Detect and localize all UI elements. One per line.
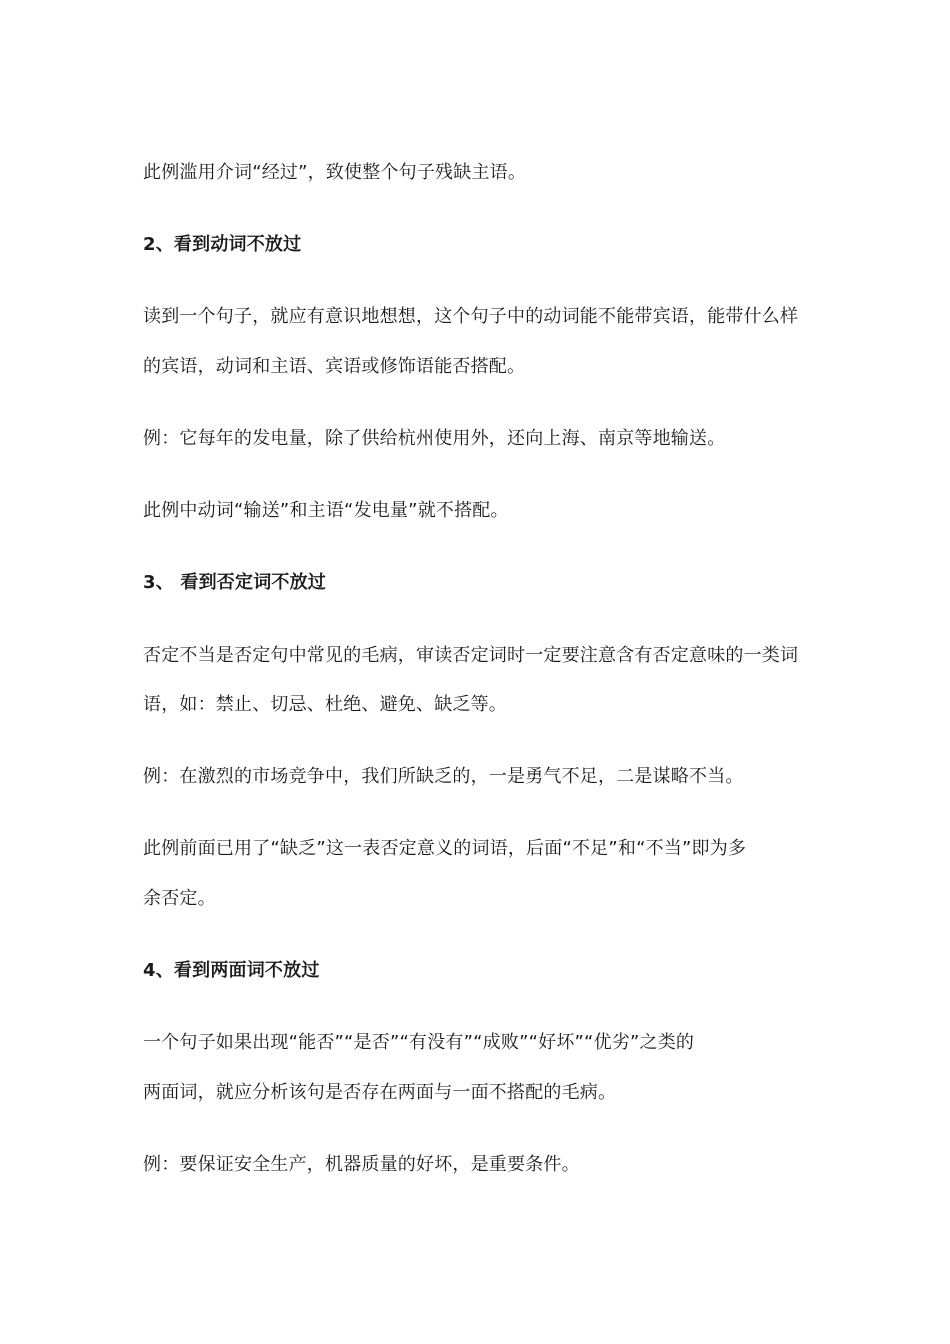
- paragraph-line: 读到一个句子，就应有意识地想想，这个句子中的动词能不能带宾语，能带什么样: [143, 306, 799, 327]
- section-heading: 3、 看到否定词不放过: [143, 572, 326, 593]
- paragraph-line: 的宾语，动词和主语、宾语或修饰语能否搭配。: [143, 356, 526, 377]
- paragraph-line: 一个句子如果出现“能否”“是否”“有没有”“成败”“好坏”“优劣”之类的: [143, 1032, 695, 1053]
- example-line: 例：要保证安全生产，机器质量的好坏，是重要条件。: [143, 1154, 580, 1175]
- paragraph-line: 语，如：禁止、切忌、杜绝、避免、缺乏等。: [143, 694, 507, 715]
- paragraph-line: 两面词，就应分析该句是否存在两面与一面不搭配的毛病。: [143, 1082, 617, 1103]
- paragraph-line: 否定不当是否定句中常见的毛病，审读否定词时一定要注意含有否定意味的一类词: [143, 645, 799, 666]
- section-heading: 2、看到动词不放过: [143, 234, 302, 255]
- example-line: 例：它每年的发电量，除了供给杭州使用外，还向上海、南京等地输送。: [143, 428, 726, 449]
- example-line: 例：在激烈的市场竞争中，我们所缺乏的，一是勇气不足，二是谋略不当。: [143, 766, 744, 787]
- paragraph-line: 此例中动词“输送”和主语“发电量”就不搭配。: [143, 500, 509, 521]
- paragraph-line: 余否定。: [143, 888, 216, 909]
- paragraph-line: 此例前面已用了“缺乏”这一表否定意义的词语，后面“不足”和“不当”即为多: [143, 838, 747, 859]
- paragraph-line: 此例滥用介词“经过”，致使整个句子残缺主语。: [143, 162, 527, 183]
- section-heading: 4、看到两面词不放过: [143, 960, 320, 981]
